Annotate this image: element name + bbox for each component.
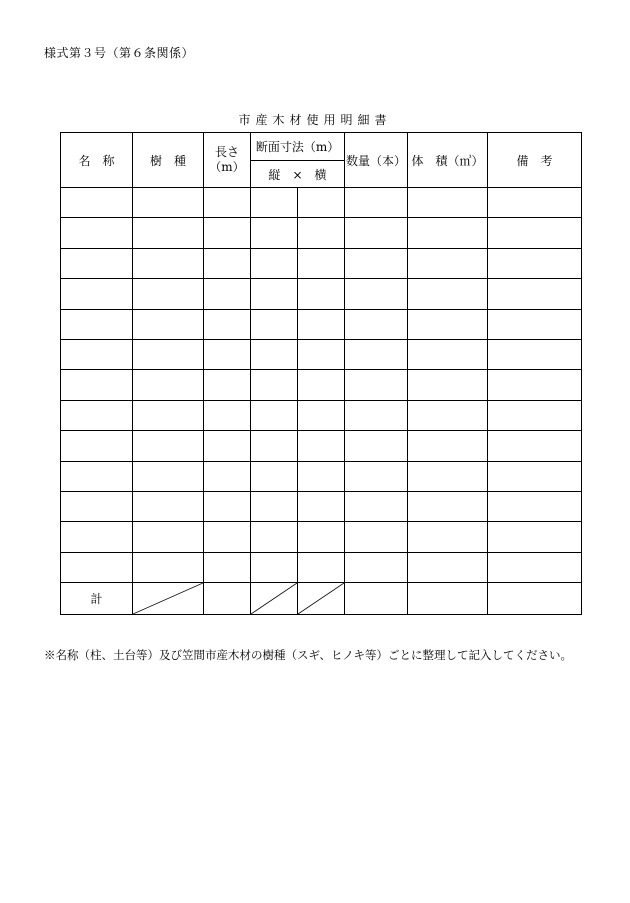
cell-quantity[interactable] xyxy=(345,522,408,552)
cell-species[interactable] xyxy=(133,218,204,248)
cell-name[interactable] xyxy=(61,431,133,461)
header-length-line1: 長さ xyxy=(214,145,239,159)
table-body xyxy=(61,188,582,615)
cell-length[interactable] xyxy=(204,400,251,430)
header-length-line2: （m） xyxy=(209,160,245,174)
cell-volume[interactable] xyxy=(408,370,488,400)
cell-name[interactable] xyxy=(61,279,133,309)
cell-height[interactable] xyxy=(251,248,298,278)
cell-height[interactable] xyxy=(251,188,298,218)
cell-quantity[interactable] xyxy=(345,309,408,339)
cell-remarks[interactable] xyxy=(488,491,582,521)
table-row xyxy=(61,309,582,339)
cell-height[interactable] xyxy=(251,491,298,521)
cell-volume[interactable] xyxy=(408,431,488,461)
cell-width[interactable] xyxy=(298,309,345,339)
cell-length[interactable] xyxy=(204,522,251,552)
cell-volume[interactable] xyxy=(408,552,488,582)
cell-width[interactable] xyxy=(298,248,345,278)
total-species-slash xyxy=(133,583,204,615)
header-name: 名 称 xyxy=(61,133,133,188)
cell-quantity[interactable] xyxy=(345,370,408,400)
table-row xyxy=(61,370,582,400)
cell-remarks[interactable] xyxy=(488,188,582,218)
cell-volume[interactable] xyxy=(408,218,488,248)
cell-remarks[interactable] xyxy=(488,461,582,491)
cell-remarks[interactable] xyxy=(488,218,582,248)
cell-length[interactable] xyxy=(204,461,251,491)
cell-remarks[interactable] xyxy=(488,339,582,369)
cell-length[interactable] xyxy=(204,552,251,582)
cell-species[interactable] xyxy=(133,400,204,430)
cell-quantity[interactable] xyxy=(345,279,408,309)
cell-species[interactable] xyxy=(133,552,204,582)
cell-length[interactable] xyxy=(204,491,251,521)
cell-name[interactable] xyxy=(61,218,133,248)
cell-width[interactable] xyxy=(298,279,345,309)
cell-species[interactable] xyxy=(133,248,204,278)
cell-quantity[interactable] xyxy=(345,248,408,278)
header-remarks: 備 考 xyxy=(488,133,582,188)
total-quantity-cell[interactable] xyxy=(345,583,408,615)
cell-length[interactable] xyxy=(204,431,251,461)
cell-remarks[interactable] xyxy=(488,309,582,339)
cell-width[interactable] xyxy=(298,491,345,521)
cell-height[interactable] xyxy=(251,218,298,248)
table-row xyxy=(61,279,582,309)
cell-quantity[interactable] xyxy=(345,218,408,248)
cell-species[interactable] xyxy=(133,279,204,309)
cell-length[interactable] xyxy=(204,279,251,309)
header-quantity: 数量（本） xyxy=(345,133,408,188)
header-volume: 体 積（㎥） xyxy=(408,133,488,188)
cell-quantity[interactable] xyxy=(345,400,408,430)
cell-height[interactable] xyxy=(251,400,298,430)
cell-width[interactable] xyxy=(298,339,345,369)
cell-name[interactable] xyxy=(61,552,133,582)
cell-remarks[interactable] xyxy=(488,431,582,461)
total-row xyxy=(61,583,582,615)
cell-width[interactable] xyxy=(298,188,345,218)
document-title: 市産木材使用明細書 xyxy=(238,113,392,127)
cell-species[interactable] xyxy=(133,188,204,218)
cell-remarks[interactable] xyxy=(488,370,582,400)
cell-species[interactable] xyxy=(133,461,204,491)
cell-volume[interactable] xyxy=(408,279,488,309)
cell-quantity[interactable] xyxy=(345,339,408,369)
cell-length[interactable] xyxy=(204,339,251,369)
table-row xyxy=(61,339,582,369)
timber-usage-table xyxy=(60,132,582,615)
cell-quantity[interactable] xyxy=(345,461,408,491)
cell-height[interactable] xyxy=(251,339,298,369)
total-remarks-cell[interactable] xyxy=(488,583,582,615)
table-row xyxy=(61,218,582,248)
total-length-cell[interactable] xyxy=(204,583,251,615)
cell-width[interactable] xyxy=(298,370,345,400)
cell-remarks[interactable] xyxy=(488,279,582,309)
cell-species[interactable] xyxy=(133,309,204,339)
cell-width[interactable] xyxy=(298,431,345,461)
cell-quantity[interactable] xyxy=(345,431,408,461)
table-row xyxy=(61,552,582,582)
total-label: 計 xyxy=(61,583,133,615)
header-length xyxy=(204,133,251,188)
cell-volume[interactable] xyxy=(408,461,488,491)
cell-name[interactable] xyxy=(61,248,133,278)
cell-species[interactable] xyxy=(133,370,204,400)
cell-name[interactable] xyxy=(61,461,133,491)
cell-width[interactable] xyxy=(298,400,345,430)
cell-volume[interactable] xyxy=(408,522,488,552)
cell-height[interactable] xyxy=(251,522,298,552)
table-row xyxy=(61,491,582,521)
header-species: 樹 種 xyxy=(133,133,204,188)
cell-volume[interactable] xyxy=(408,188,488,218)
table-row xyxy=(61,188,582,218)
cell-name[interactable] xyxy=(61,309,133,339)
cell-quantity[interactable] xyxy=(345,491,408,521)
footnote: ※名称（柱、土台等）及び笠間市産木材の樹種（スギ、ヒノキ等）ごとに整理して記入してください。 xyxy=(44,648,572,662)
cell-length[interactable] xyxy=(204,370,251,400)
cell-species[interactable] xyxy=(133,491,204,521)
cell-quantity[interactable] xyxy=(345,188,408,218)
cell-volume[interactable] xyxy=(408,309,488,339)
total-width-slash xyxy=(298,583,345,615)
cell-length[interactable] xyxy=(204,218,251,248)
cell-length[interactable] xyxy=(204,248,251,278)
cell-height[interactable] xyxy=(251,370,298,400)
cell-name[interactable] xyxy=(61,400,133,430)
cell-species[interactable] xyxy=(133,522,204,552)
cell-width[interactable] xyxy=(298,461,345,491)
cell-name[interactable] xyxy=(61,188,133,218)
form-number: 様式第３号（第６条関係） xyxy=(44,46,195,60)
table-row xyxy=(61,400,582,430)
table-row xyxy=(61,522,582,552)
cell-remarks[interactable] xyxy=(488,552,582,582)
cell-volume[interactable] xyxy=(408,400,488,430)
cell-volume[interactable] xyxy=(408,339,488,369)
table-row xyxy=(61,431,582,461)
cell-volume[interactable] xyxy=(408,248,488,278)
cell-remarks[interactable] xyxy=(488,248,582,278)
cell-species[interactable] xyxy=(133,339,204,369)
cell-width[interactable] xyxy=(298,522,345,552)
cell-height[interactable] xyxy=(251,431,298,461)
cell-volume[interactable] xyxy=(408,491,488,521)
cell-remarks[interactable] xyxy=(488,522,582,552)
cell-name[interactable] xyxy=(61,491,133,521)
cell-name[interactable] xyxy=(61,522,133,552)
cell-width[interactable] xyxy=(298,218,345,248)
header-section-sub: 縦 × 横 xyxy=(251,161,345,188)
cell-height[interactable] xyxy=(251,279,298,309)
cell-height[interactable] xyxy=(251,461,298,491)
cell-length[interactable] xyxy=(204,309,251,339)
header-section: 断面寸法（m） xyxy=(251,133,345,161)
cell-width[interactable] xyxy=(298,552,345,582)
table-row xyxy=(61,248,582,278)
table-row xyxy=(61,461,582,491)
cell-name[interactable] xyxy=(61,339,133,369)
cell-length[interactable] xyxy=(204,188,251,218)
total-height-slash xyxy=(251,583,298,615)
cell-remarks[interactable] xyxy=(488,400,582,430)
total-volume-cell[interactable] xyxy=(408,583,488,615)
cell-height[interactable] xyxy=(251,552,298,582)
cell-name[interactable] xyxy=(61,370,133,400)
cell-quantity[interactable] xyxy=(345,552,408,582)
cell-height[interactable] xyxy=(251,309,298,339)
cell-species[interactable] xyxy=(133,431,204,461)
